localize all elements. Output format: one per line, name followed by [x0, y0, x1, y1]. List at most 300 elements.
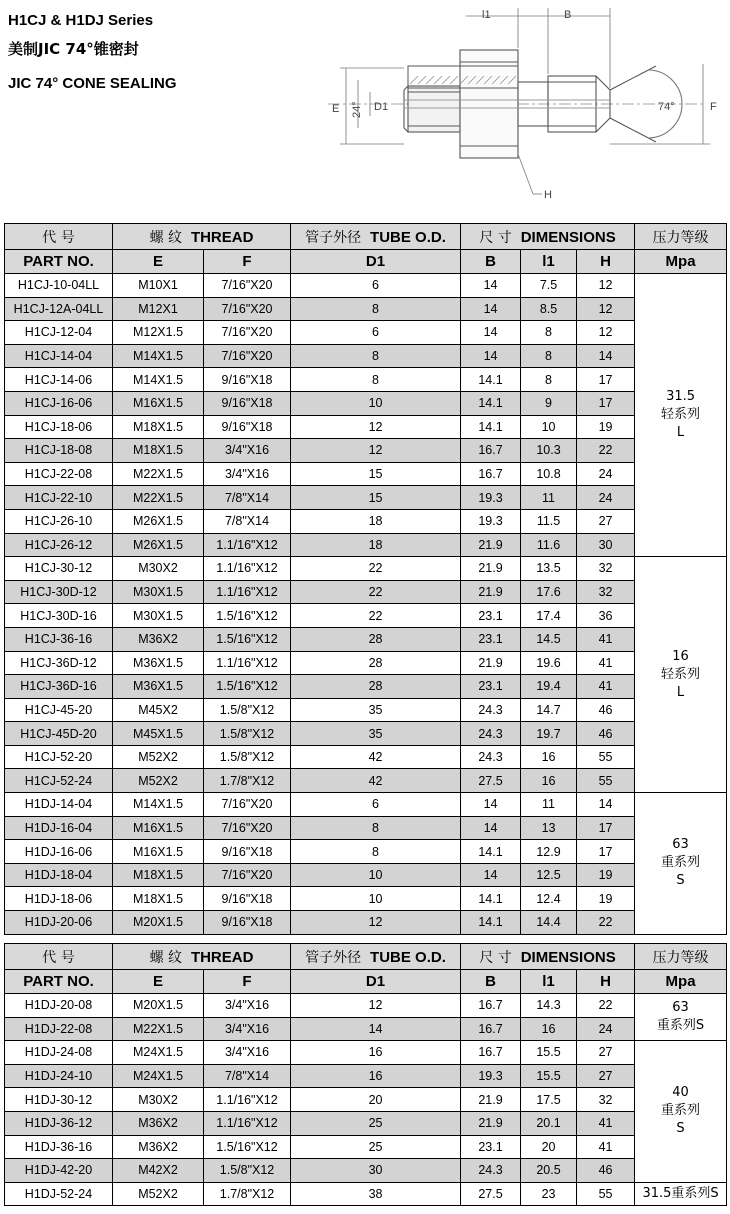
cell-thread-f: 7/8"X14 — [204, 1064, 291, 1088]
header-tube: 管子外径 TUBE O.D. — [291, 944, 461, 970]
cell-dim-b: 14.1 — [461, 887, 521, 911]
cell-thread-f: 9/16"X18 — [204, 911, 291, 935]
cell-tube-d1: 35 — [291, 722, 461, 746]
cell-part-no: H1DJ-52-24 — [5, 1182, 113, 1206]
cell-thread-f: 3/4"X16 — [204, 1017, 291, 1041]
cell-thread-e: M18X1.5 — [113, 863, 204, 887]
cell-thread-f: 1.1/16"X12 — [204, 1088, 291, 1112]
pressure-group-cell — [635, 557, 727, 793]
cell-thread-f: 7/16"X20 — [204, 297, 291, 321]
cell-thread-e: M12X1 — [113, 297, 204, 321]
dim-label-l1: l1 — [482, 9, 491, 21]
cell-thread-f: 7/8"X14 — [204, 509, 291, 533]
table-row — [5, 297, 727, 321]
cell-dim-b: 27.5 — [461, 1182, 521, 1206]
cell-thread-f: 1.1/16"X12 — [204, 651, 291, 675]
cell-dim-b: 14.1 — [461, 840, 521, 864]
chinese-title: 美制JIC 74°锥密封 — [8, 40, 139, 58]
cell-part-no: H1CJ-30D-16 — [5, 604, 113, 628]
title-block — [8, 12, 177, 92]
cell-thread-e: M30X2 — [113, 557, 204, 581]
spec-table-1 — [4, 223, 727, 935]
cell-thread-f: 7/16"X20 — [204, 321, 291, 345]
cell-dim-l1: 13 — [521, 816, 577, 840]
cell-dim-l1: 11.5 — [521, 509, 577, 533]
cell-part-no: H1CJ-30-12 — [5, 557, 113, 581]
cell-dim-h: 24 — [577, 1017, 635, 1041]
cell-thread-f: 1.5/8"X12 — [204, 698, 291, 722]
cell-thread-f: 1.7/8"X12 — [204, 1182, 291, 1206]
cell-dim-l1: 17.6 — [521, 580, 577, 604]
cell-dim-b: 21.9 — [461, 1088, 521, 1112]
cell-dim-b: 27.5 — [461, 769, 521, 793]
cell-dim-l1: 10 — [521, 415, 577, 439]
cell-tube-d1: 8 — [291, 297, 461, 321]
cell-dim-b: 14.1 — [461, 391, 521, 415]
header-b: B — [461, 970, 521, 994]
header-h: H — [577, 250, 635, 274]
cell-dim-l1: 17.4 — [521, 604, 577, 628]
table-row — [5, 486, 727, 510]
cell-dim-h: 30 — [577, 533, 635, 557]
cell-dim-l1: 23 — [521, 1182, 577, 1206]
cell-dim-l1: 20 — [521, 1135, 577, 1159]
pressure-group-line: 40 — [672, 1085, 689, 1101]
cell-dim-h: 41 — [577, 651, 635, 675]
pressure-group-line: S — [676, 873, 685, 889]
cell-dim-l1: 8 — [521, 368, 577, 392]
cell-thread-f: 7/16"X20 — [204, 274, 291, 298]
cell-dim-b: 21.9 — [461, 580, 521, 604]
cell-tube-d1: 42 — [291, 745, 461, 769]
cell-part-no: H1CJ-10-04LL — [5, 274, 113, 298]
cell-dim-l1: 12.9 — [521, 840, 577, 864]
cell-thread-e: M24X1.5 — [113, 1064, 204, 1088]
cell-thread-f: 1.5/8"X12 — [204, 1159, 291, 1183]
cell-thread-f: 7/16"X20 — [204, 863, 291, 887]
cell-thread-e: M30X1.5 — [113, 604, 204, 628]
cell-thread-f: 1.5/16"X12 — [204, 627, 291, 651]
cell-thread-e: M52X2 — [113, 745, 204, 769]
cell-dim-h: 22 — [577, 994, 635, 1018]
cell-thread-f: 3/4"X16 — [204, 994, 291, 1018]
cell-thread-e: M14X1.5 — [113, 344, 204, 368]
table-row — [5, 1111, 727, 1135]
pressure-group-line: 轻系列 — [661, 666, 701, 682]
cell-thread-f: 9/16"X18 — [204, 840, 291, 864]
cell-part-no: H1DJ-20-08 — [5, 994, 113, 1018]
cell-dim-h: 41 — [577, 675, 635, 699]
pressure-group-line: 63 — [672, 837, 689, 853]
cell-dim-b: 14.1 — [461, 415, 521, 439]
table-row — [5, 462, 727, 486]
cell-thread-e: M36X2 — [113, 627, 204, 651]
cell-dim-l1: 8 — [521, 344, 577, 368]
pressure-group-cell — [635, 994, 727, 1041]
cell-dim-h: 12 — [577, 297, 635, 321]
cell-part-no: H1CJ-52-20 — [5, 745, 113, 769]
cell-thread-e: M30X2 — [113, 1088, 204, 1112]
cell-dim-h: 22 — [577, 911, 635, 935]
pressure-group-line: 16 — [672, 648, 689, 664]
cell-thread-e: M26X1.5 — [113, 509, 204, 533]
cell-thread-e: M16X1.5 — [113, 391, 204, 415]
cell-tube-d1: 10 — [291, 887, 461, 911]
cell-dim-h: 24 — [577, 486, 635, 510]
cell-thread-e: M45X2 — [113, 698, 204, 722]
cell-dim-b: 19.3 — [461, 486, 521, 510]
cell-dim-b: 21.9 — [461, 533, 521, 557]
cell-part-no: H1CJ-14-04 — [5, 344, 113, 368]
cell-part-no: H1DJ-24-08 — [5, 1041, 113, 1065]
cell-dim-h: 46 — [577, 722, 635, 746]
cell-tube-d1: 12 — [291, 439, 461, 463]
cell-thread-e: M16X1.5 — [113, 816, 204, 840]
cell-thread-f: 3/4"X16 — [204, 1041, 291, 1065]
cell-dim-b: 23.1 — [461, 1135, 521, 1159]
cell-dim-b: 19.3 — [461, 1064, 521, 1088]
dim-label-b: B — [564, 9, 572, 21]
cell-dim-l1: 13.5 — [521, 557, 577, 581]
cell-part-no: H1CJ-36D-16 — [5, 675, 113, 699]
cell-tube-d1: 6 — [291, 793, 461, 817]
cell-thread-e: M10X1 — [113, 274, 204, 298]
cell-dim-b: 24.3 — [461, 722, 521, 746]
cell-dim-b: 24.3 — [461, 745, 521, 769]
cell-part-no: H1DJ-18-06 — [5, 887, 113, 911]
table-row — [5, 745, 727, 769]
cell-dim-b: 14 — [461, 297, 521, 321]
pressure-group-cell — [635, 793, 727, 935]
cell-thread-f: 1.5/16"X12 — [204, 675, 291, 699]
cell-tube-d1: 15 — [291, 462, 461, 486]
header-part-en: PART NO. — [5, 250, 113, 274]
cell-tube-d1: 22 — [291, 604, 461, 628]
cell-dim-h: 41 — [577, 1135, 635, 1159]
cell-dim-l1: 14.4 — [521, 911, 577, 935]
cell-tube-d1: 20 — [291, 1088, 461, 1112]
header-dimensions: 尺 寸 DIMENSIONS — [461, 944, 635, 970]
cell-dim-b: 14 — [461, 816, 521, 840]
cell-thread-e: M52X2 — [113, 769, 204, 793]
cell-tube-d1: 12 — [291, 911, 461, 935]
table-row — [5, 1088, 727, 1112]
table-row — [5, 344, 727, 368]
cell-dim-h: 41 — [577, 1111, 635, 1135]
cell-part-no: H1DJ-18-04 — [5, 863, 113, 887]
cell-tube-d1: 38 — [291, 1182, 461, 1206]
cell-tube-d1: 12 — [291, 994, 461, 1018]
dim-label-74: 74° — [658, 101, 675, 113]
cell-dim-l1: 11 — [521, 486, 577, 510]
pressure-group-line: L — [676, 425, 685, 441]
header-f: F — [204, 970, 291, 994]
cell-thread-e: M22X1.5 — [113, 1017, 204, 1041]
cell-part-no: H1CJ-36D-12 — [5, 651, 113, 675]
cell-dim-h: 36 — [577, 604, 635, 628]
cell-dim-l1: 16 — [521, 769, 577, 793]
table-row — [5, 439, 727, 463]
cell-dim-h: 24 — [577, 462, 635, 486]
cell-tube-d1: 25 — [291, 1111, 461, 1135]
cell-dim-l1: 14.3 — [521, 994, 577, 1018]
table-1-body — [5, 274, 727, 935]
cell-part-no: H1CJ-45D-20 — [5, 722, 113, 746]
cell-dim-l1: 19.6 — [521, 651, 577, 675]
table-row — [5, 769, 727, 793]
cell-part-no: H1CJ-22-08 — [5, 462, 113, 486]
cell-dim-l1: 15.5 — [521, 1064, 577, 1088]
cell-dim-h: 27 — [577, 1064, 635, 1088]
cell-dim-l1: 12.4 — [521, 887, 577, 911]
cell-tube-d1: 15 — [291, 486, 461, 510]
cell-dim-b: 14 — [461, 793, 521, 817]
table-row — [5, 391, 727, 415]
cell-dim-h: 55 — [577, 745, 635, 769]
header-pressure-en: Mpa — [635, 250, 727, 274]
cell-tube-d1: 18 — [291, 509, 461, 533]
cell-tube-d1: 10 — [291, 863, 461, 887]
header-d1: D1 — [291, 970, 461, 994]
dim-label-d1: D1 — [374, 101, 389, 113]
spec-table-2 — [4, 943, 727, 1206]
cell-thread-e: M12X1.5 — [113, 321, 204, 345]
cell-dim-h: 17 — [577, 840, 635, 864]
cell-dim-b: 14 — [461, 321, 521, 345]
cell-dim-b: 16.7 — [461, 1017, 521, 1041]
table-row — [5, 911, 727, 935]
pressure-group-line: 63 — [672, 1000, 689, 1016]
cell-tube-d1: 8 — [291, 816, 461, 840]
cell-dim-h: 17 — [577, 816, 635, 840]
cell-thread-e: M14X1.5 — [113, 368, 204, 392]
cell-thread-e: M20X1.5 — [113, 911, 204, 935]
table-row — [5, 840, 727, 864]
cell-thread-e: M18X1.5 — [113, 439, 204, 463]
cell-tube-d1: 25 — [291, 1135, 461, 1159]
header-e: E — [113, 250, 204, 274]
cell-thread-f: 1.5/8"X12 — [204, 745, 291, 769]
cell-dim-l1: 14.7 — [521, 698, 577, 722]
pressure-group-line: 31.5 — [666, 389, 696, 405]
cell-thread-e: M42X2 — [113, 1159, 204, 1183]
cell-tube-d1: 16 — [291, 1041, 461, 1065]
cell-dim-b: 21.9 — [461, 651, 521, 675]
header-l1: l1 — [521, 970, 577, 994]
cell-thread-f: 1.7/8"X12 — [204, 769, 291, 793]
cell-dim-b: 16.7 — [461, 462, 521, 486]
cell-dim-h: 46 — [577, 1159, 635, 1183]
cell-dim-h: 22 — [577, 439, 635, 463]
cell-dim-b: 14.1 — [461, 911, 521, 935]
cell-dim-b: 23.1 — [461, 675, 521, 699]
cell-dim-l1: 16 — [521, 745, 577, 769]
table-row — [5, 722, 727, 746]
cell-thread-f: 7/16"X20 — [204, 816, 291, 840]
table-row — [5, 1159, 727, 1183]
cell-dim-h: 17 — [577, 391, 635, 415]
cell-part-no: H1DJ-16-04 — [5, 816, 113, 840]
cell-dim-h: 41 — [577, 627, 635, 651]
cell-thread-f: 7/16"X20 — [204, 793, 291, 817]
header-l1: l1 — [521, 250, 577, 274]
cell-part-no: H1DJ-42-20 — [5, 1159, 113, 1183]
table-row — [5, 274, 727, 298]
table-row — [5, 675, 727, 699]
cell-thread-e: M16X1.5 — [113, 840, 204, 864]
cell-part-no: H1DJ-20-06 — [5, 911, 113, 935]
cell-dim-l1: 17.5 — [521, 1088, 577, 1112]
pressure-group-cell — [635, 1182, 727, 1206]
cell-dim-b: 16.7 — [461, 994, 521, 1018]
table-2-body — [5, 994, 727, 1206]
cell-part-no: H1CJ-26-10 — [5, 509, 113, 533]
cell-dim-l1: 20.5 — [521, 1159, 577, 1183]
table-row — [5, 1064, 727, 1088]
cell-tube-d1: 28 — [291, 627, 461, 651]
cell-thread-e: M52X2 — [113, 1182, 204, 1206]
cell-tube-d1: 8 — [291, 368, 461, 392]
dim-label-24: 24° — [351, 101, 363, 118]
cell-thread-e: M20X1.5 — [113, 994, 204, 1018]
cell-dim-b: 14 — [461, 274, 521, 298]
table-row — [5, 533, 727, 557]
cell-dim-b: 23.1 — [461, 627, 521, 651]
header-part-en: PART NO. — [5, 970, 113, 994]
cell-dim-b: 21.9 — [461, 1111, 521, 1135]
cell-thread-e: M18X1.5 — [113, 887, 204, 911]
cell-dim-h: 19 — [577, 863, 635, 887]
cell-part-no: H1CJ-36-16 — [5, 627, 113, 651]
header-d1: D1 — [291, 250, 461, 274]
cell-dim-h: 17 — [577, 368, 635, 392]
cell-dim-b: 24.3 — [461, 1159, 521, 1183]
cell-dim-h: 14 — [577, 344, 635, 368]
table-row — [5, 863, 727, 887]
cell-thread-f: 3/4"X16 — [204, 462, 291, 486]
table-row — [5, 557, 727, 581]
series-title: H1CJ & H1DJ Series — [8, 12, 154, 29]
table-row — [5, 887, 727, 911]
table-row — [5, 321, 727, 345]
cell-thread-f: 7/16"X20 — [204, 344, 291, 368]
cell-dim-b: 21.9 — [461, 557, 521, 581]
cell-part-no: H1CJ-18-08 — [5, 439, 113, 463]
cell-dim-h: 32 — [577, 580, 635, 604]
cell-part-no: H1DJ-24-10 — [5, 1064, 113, 1088]
cell-part-no: H1CJ-52-24 — [5, 769, 113, 793]
cell-tube-d1: 14 — [291, 1017, 461, 1041]
cell-part-no: H1CJ-18-06 — [5, 415, 113, 439]
fitting-diagram — [318, 4, 730, 214]
cell-tube-d1: 22 — [291, 557, 461, 581]
pressure-group-line: 31.5重系列S — [642, 1186, 719, 1202]
cell-part-no: H1DJ-30-12 — [5, 1088, 113, 1112]
cell-dim-h: 19 — [577, 887, 635, 911]
cell-dim-b: 16.7 — [461, 439, 521, 463]
header-h: H — [577, 970, 635, 994]
cell-thread-e: M24X1.5 — [113, 1041, 204, 1065]
cell-thread-f: 1.1/16"X12 — [204, 557, 291, 581]
cell-dim-b: 16.7 — [461, 1041, 521, 1065]
cell-dim-b: 14 — [461, 863, 521, 887]
cell-thread-e: M36X1.5 — [113, 651, 204, 675]
cell-dim-l1: 8.5 — [521, 297, 577, 321]
cell-dim-b: 14 — [461, 344, 521, 368]
cell-dim-l1: 10.3 — [521, 439, 577, 463]
cell-dim-l1: 10.8 — [521, 462, 577, 486]
cell-tube-d1: 6 — [291, 274, 461, 298]
table-row — [5, 698, 727, 722]
cell-part-no: H1CJ-30D-12 — [5, 580, 113, 604]
cell-thread-f: 9/16"X18 — [204, 391, 291, 415]
cell-dim-h: 12 — [577, 321, 635, 345]
cell-part-no: H1DJ-36-16 — [5, 1135, 113, 1159]
cell-thread-e: M14X1.5 — [113, 793, 204, 817]
pressure-group-line: 重系列 — [661, 855, 701, 871]
cell-part-no: H1CJ-14-06 — [5, 368, 113, 392]
cell-thread-e: M36X1.5 — [113, 675, 204, 699]
cell-thread-f: 1.1/16"X12 — [204, 580, 291, 604]
cell-part-no: H1CJ-22-10 — [5, 486, 113, 510]
cell-thread-e: M36X2 — [113, 1111, 204, 1135]
table-row — [5, 509, 727, 533]
pressure-group-line: 轻系列 — [661, 407, 701, 423]
cell-thread-f: 9/16"X18 — [204, 368, 291, 392]
header-part-cn: 代 号 — [5, 224, 113, 250]
cell-tube-d1: 42 — [291, 769, 461, 793]
cell-dim-l1: 19.7 — [521, 722, 577, 746]
dimension-lines — [340, 8, 710, 194]
cell-dim-h: 27 — [577, 1041, 635, 1065]
cell-thread-f: 1.5/8"X12 — [204, 722, 291, 746]
dim-label-f: F — [710, 101, 717, 113]
cell-dim-h: 32 — [577, 557, 635, 581]
table-row — [5, 793, 727, 817]
cell-tube-d1: 22 — [291, 580, 461, 604]
cell-thread-f: 1.5/16"X12 — [204, 604, 291, 628]
cell-part-no: H1CJ-12-04 — [5, 321, 113, 345]
cell-dim-l1: 11.6 — [521, 533, 577, 557]
header-pressure-cn: 压力等级 — [635, 224, 727, 250]
dim-label-h: H — [544, 189, 552, 201]
cell-part-no: H1DJ-36-12 — [5, 1111, 113, 1135]
cell-tube-d1: 12 — [291, 415, 461, 439]
cell-dim-h: 12 — [577, 274, 635, 298]
cell-tube-d1: 30 — [291, 1159, 461, 1183]
cell-dim-l1: 14.5 — [521, 627, 577, 651]
cell-part-no: H1DJ-16-06 — [5, 840, 113, 864]
cell-tube-d1: 28 — [291, 651, 461, 675]
pressure-group-line: 重系列S — [656, 1018, 705, 1034]
cell-dim-b: 23.1 — [461, 604, 521, 628]
cell-tube-d1: 18 — [291, 533, 461, 557]
table-row — [5, 816, 727, 840]
cell-dim-l1: 20.1 — [521, 1111, 577, 1135]
cell-thread-f: 9/16"X18 — [204, 415, 291, 439]
cell-dim-h: 27 — [577, 509, 635, 533]
header-thread: 螺 纹 THREAD — [113, 224, 291, 250]
cell-thread-f: 1.1/16"X12 — [204, 1111, 291, 1135]
cell-part-no: H1CJ-45-20 — [5, 698, 113, 722]
cell-thread-e: M26X1.5 — [113, 533, 204, 557]
table-row — [5, 1135, 727, 1159]
dim-label-e: E — [332, 103, 340, 115]
table-row — [5, 604, 727, 628]
header-dimensions: 尺 寸 DIMENSIONS — [461, 224, 635, 250]
cell-thread-e: M22X1.5 — [113, 462, 204, 486]
pressure-group-line: L — [676, 684, 685, 700]
